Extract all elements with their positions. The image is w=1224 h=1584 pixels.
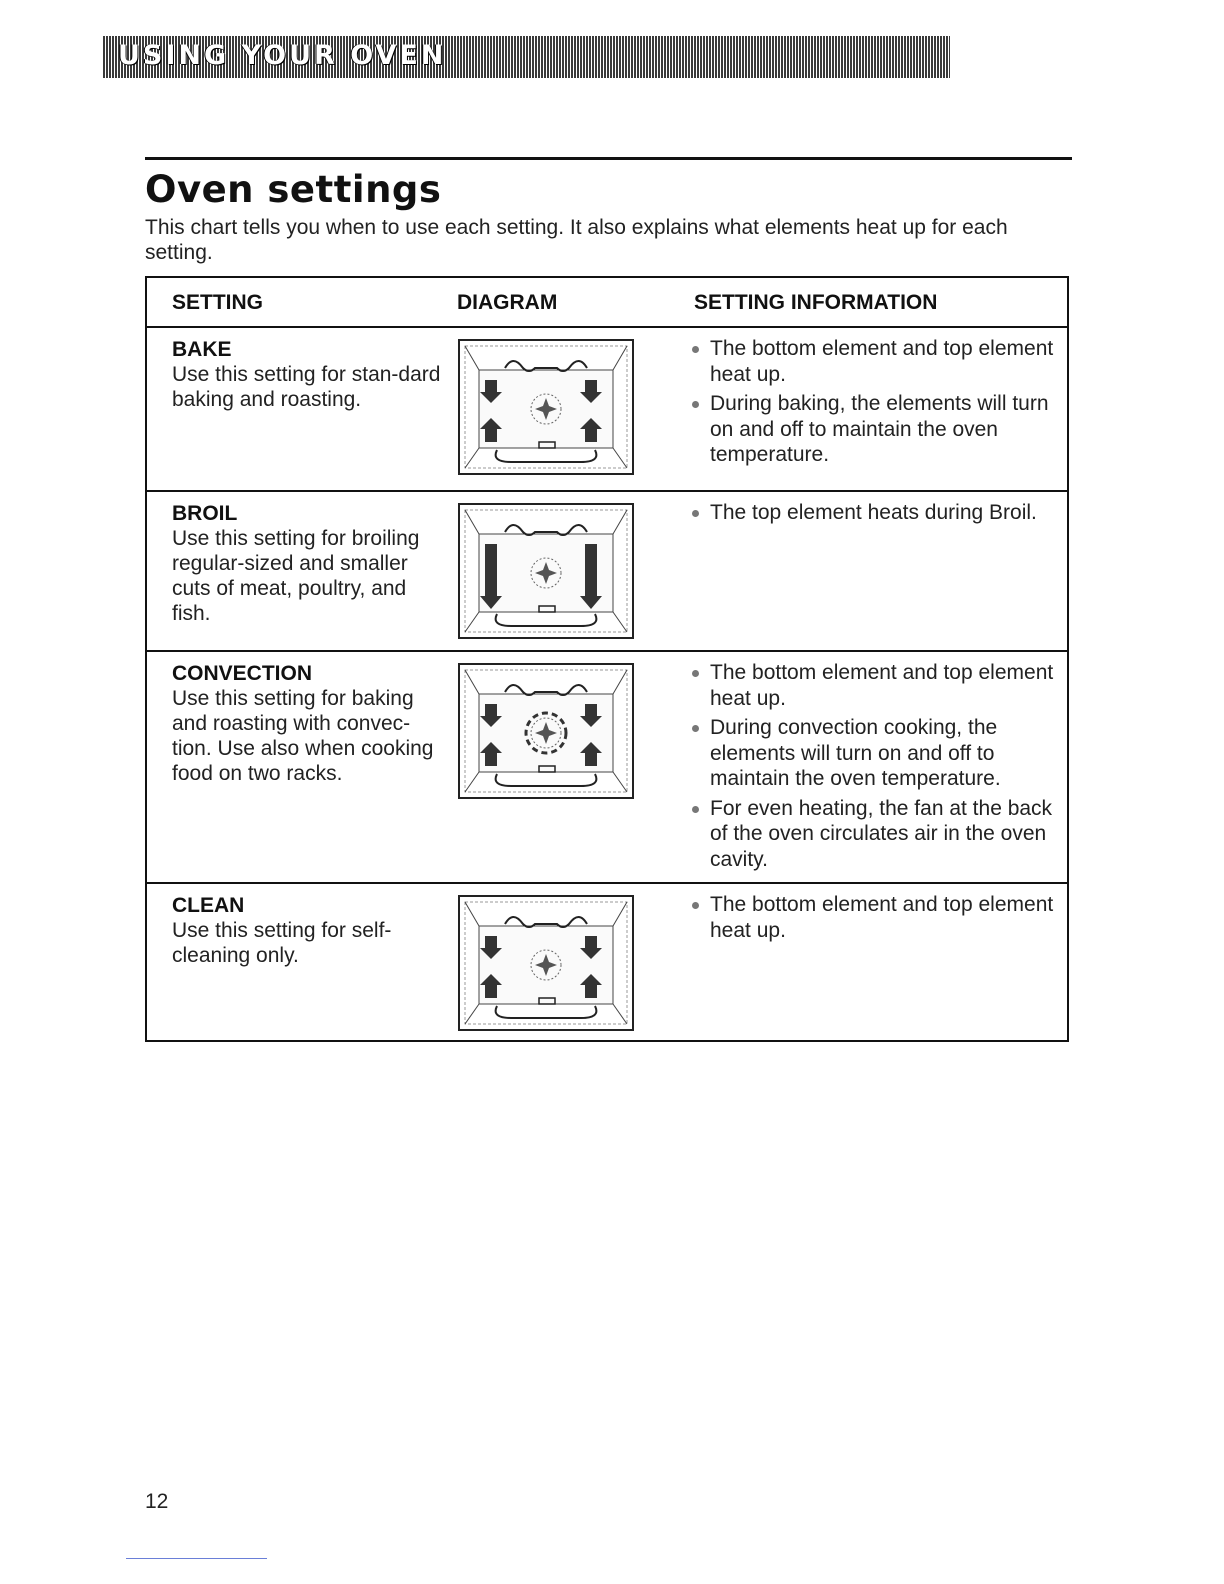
bullet-icon bbox=[692, 510, 699, 517]
setting-name: CLEAN bbox=[172, 894, 245, 917]
bullet-icon bbox=[692, 806, 699, 813]
page-title: Oven settings bbox=[145, 168, 442, 211]
setting-info-list bbox=[684, 892, 1069, 947]
page-number: 12 bbox=[145, 1490, 169, 1513]
table-row-clean bbox=[147, 884, 1067, 1040]
table-row-broil bbox=[147, 492, 1067, 652]
oven-diagram-clean bbox=[457, 894, 635, 1032]
setting-info-list bbox=[684, 660, 1069, 876]
setting-description: Use this setting for broiling regular-sized and smaller cuts of meat, poultry, and fish. bbox=[172, 527, 420, 625]
info-item: The top element heats during Broil. bbox=[684, 500, 1069, 526]
setting-info-list bbox=[684, 500, 1069, 530]
table-header bbox=[147, 278, 1067, 328]
setting-name: BROIL bbox=[172, 502, 238, 525]
bullet-icon bbox=[692, 401, 699, 408]
info-item: During baking, the elements will turn on and off to maintain the oven temperature. bbox=[684, 391, 1069, 468]
bullet-icon bbox=[692, 725, 699, 732]
setting-description: Use this setting for self-cleaning only. bbox=[172, 919, 392, 967]
info-item: The bottom element and top element heat up. bbox=[684, 892, 1069, 943]
table-row-convection bbox=[147, 652, 1067, 884]
setting-description: Use this setting for stan-dard baking and roasting. bbox=[172, 363, 441, 411]
banner-title: USING YOUR OVEN bbox=[118, 40, 447, 71]
bullet-icon bbox=[692, 346, 699, 353]
oven-diagram-convection bbox=[457, 662, 635, 800]
bullet-icon bbox=[692, 902, 699, 909]
footer-rule bbox=[126, 1558, 267, 1559]
header-setting-information: SETTING INFORMATION bbox=[694, 291, 938, 314]
section-banner bbox=[102, 36, 950, 78]
oven-diagram-broil bbox=[457, 502, 635, 640]
title-rule bbox=[145, 157, 1072, 160]
info-item: For even heating, the fan at the back of the oven circulates air in the oven cavity. bbox=[684, 796, 1069, 873]
oven-diagram-bake bbox=[457, 338, 635, 476]
bullet-icon bbox=[692, 670, 699, 677]
settings-table bbox=[145, 276, 1069, 1042]
info-item: The bottom element and top element heat up. bbox=[684, 336, 1069, 387]
info-item: During convection cooking, the elements will turn on and off to maintain the oven temperature. bbox=[684, 715, 1069, 792]
setting-name: CONVECTION bbox=[172, 662, 313, 685]
info-item: The bottom element and top element heat up. bbox=[684, 660, 1069, 711]
table-row-bake bbox=[147, 328, 1067, 492]
setting-name: BAKE bbox=[172, 338, 232, 361]
setting-description: Use this setting for baking and roasting with convec-tion. Use also when cooking food on two racks. bbox=[172, 687, 434, 785]
setting-info-list bbox=[684, 336, 1069, 472]
intro-text: This chart tells you when to use each setting. It also explains what elements heat up for each setting. bbox=[145, 216, 1008, 264]
header-diagram: DIAGRAM bbox=[457, 291, 558, 314]
header-setting: SETTING bbox=[172, 291, 264, 314]
